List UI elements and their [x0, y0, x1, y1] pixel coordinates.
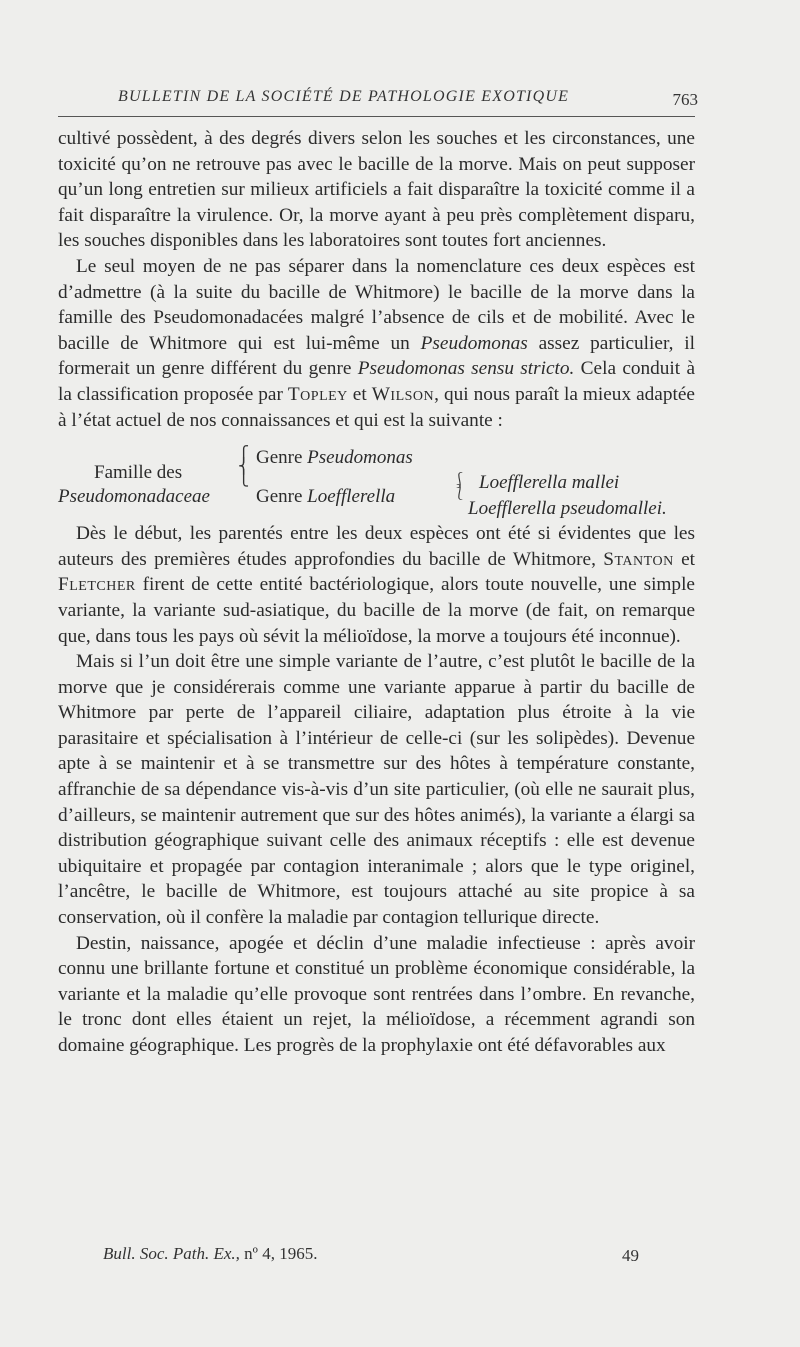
- page-number: 763: [672, 90, 698, 109]
- author-wilson: Wilson: [371, 383, 435, 405]
- genus-name: Loefflerella: [307, 486, 396, 508]
- paragraph-2-text-a: Le seul moyen de ne pas séparer dans la nomenclature ces deux espèces est d’admettre (à la suite du bacille de Whitmore) le bacille de la morve dans la famille des Pseudomonadacées malgré l’absence de cils et de mobilité. Avec le bacille de Whitmore qui est lui-même un: [58, 255, 695, 354]
- citation-journal: Bull. Soc. Path. Ex.,: [103, 1244, 240, 1263]
- genus-pseudomonas: [256, 445, 413, 471]
- paragraph-2-text-i: , qui nous paraît la mieux adaptée à l’état actuel de nos connaissances et qui est la suivante :: [58, 383, 695, 431]
- species-pseudomallei: Loefflerella pseudomallei.: [468, 498, 667, 520]
- author-stanton: Stanton: [603, 548, 674, 570]
- paragraph-2-text-e: Cela conduit à la classification proposée par: [58, 358, 696, 405]
- sheet-number: 49: [622, 1246, 639, 1265]
- genus-pseudomonas-mention: Pseudomonas: [420, 332, 528, 354]
- genus-loefflerella: [256, 484, 395, 510]
- header-rule: [58, 116, 695, 117]
- author-fletcher: Fletcher: [58, 574, 136, 596]
- paragraph-2: [58, 254, 695, 433]
- pseudomonas-sensu-stricto: Pseudomonas sensu stricto.: [357, 358, 575, 380]
- paragraph-3-text-c: et: [673, 548, 695, 570]
- running-title: BULLETIN DE LA SOCIÉTÉ DE PATHOLOGIE EXOTIQUE: [118, 88, 570, 105]
- brace-species: ⎰ ⎱: [452, 473, 468, 502]
- paragraph-3-text-a: Dès le début, les parentés entre les deux espèces ont été si évidentes que les auteurs des premières études approfondies du bacille de Whitmore,: [58, 523, 695, 570]
- classification-scheme: [58, 443, 695, 520]
- paragraph-5: Destin, naissance, apogée et déclin d’une maladie infectieuse : après avoir connu une brillante fortune et constitué un problème économique considérable, la variante et la maladie qu’elle provoque sont rentrées dans l’ombre. En revanche, le tronc dont elles étaient un rejet, la mélioïdose, a récemment agrandi son domaine géographique. Les progrès de la prophylaxie ont été défavorables aux: [58, 932, 695, 1056]
- species-mallei: Loefflerella mallei: [479, 472, 620, 494]
- page-header: [58, 88, 698, 112]
- paragraph-2-text-g: et: [347, 383, 372, 405]
- genus-name: Pseudomonas: [307, 447, 413, 469]
- footer-citation: [103, 1244, 317, 1264]
- paragraph-3-text-e: firent de cette entité bactériologique, alors toute nouvelle, une simple variante, la variante sud-asiatique, du bacille de la morve (de fait, on remarque que, dans tous les pays où sévit la mélioïdose, la morve a toujours été inconnue).: [58, 574, 695, 647]
- family-label: Famille des: [94, 462, 183, 484]
- paragraph-4: Mais si l’un doit être une simple variante de l’autre, c’est plutôt le bacille de la morve que je considérerais comme une variante apparue à partir du bacille de Whitmore par perte de l’appareil ciliaire, adaptation plus étroite à la vie parasitaire et spécialisation à l’intérieur de celle-ci (sur les solipèdes). Devenue apte à se maintenir et à se transmettre sur des hôtes à température constante, affranchie de sa dépendance vis-à-vis d’un site particulier, (où elle ne saurait plus, d’ailleurs, se maintenir autrement que sur des hôtes animés), la variante a élargi sa distribution géographique suivant celle des animaux réceptifs : elle est devenue ubiquitaire et propagée par contagion interanimale ; alors que le type originel, l’ancêtre, le bacille de Whitmore, est toujours attaché au site propice à sa conservation, où il confère la maladie par contagion tellurique directe.: [58, 651, 695, 929]
- brace-family: ⎧ ⎨ ⎩: [238, 447, 250, 488]
- paragraph-1: cultivé possèdent, à des degrés divers selon les souches et les circonstances, une toxicité qu’on ne retrouve pas avec le bacille de la morve. Mais on peut supposer qu’un long entretien sur milieux artificiels a fait disparaître la toxicité comme il a fait disparaître la virulence. Or, la morve ayant à peu près complètement disparu, les souches disponibles dans les laboratoires sont toutes fort anciennes.: [58, 128, 695, 252]
- family-name: Pseudomonadaceae: [58, 486, 210, 508]
- citation-issue: nº 4, 1965.: [239, 1244, 318, 1263]
- body-text: [58, 126, 695, 1059]
- genus-prefix: Genre: [256, 486, 308, 508]
- author-topley: Topley: [287, 383, 348, 405]
- paragraph-2-text-c: assez particulier, il formerait un genre différent du genre: [58, 332, 695, 380]
- paragraph-3: [58, 521, 695, 649]
- genus-prefix: Genre: [256, 447, 308, 469]
